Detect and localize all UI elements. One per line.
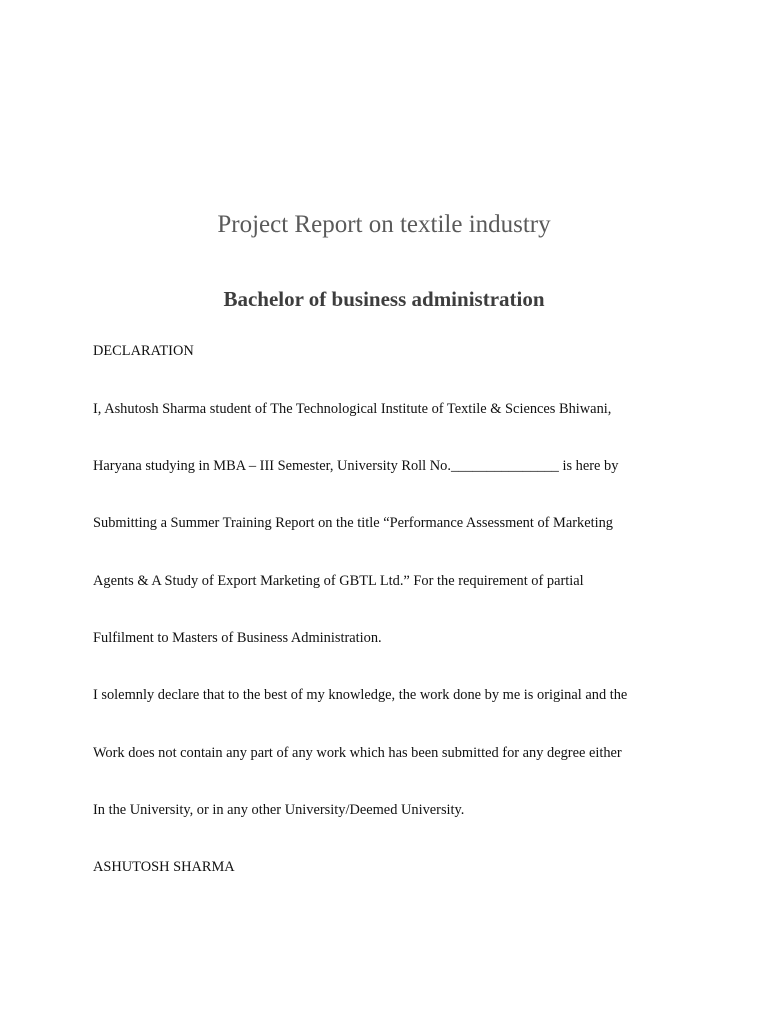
declaration-line: In the University, or in any other University/Deemed University.	[93, 802, 465, 818]
declaration-line: Haryana studying in MBA – III Semester, University Roll No._______________ is here by	[93, 458, 619, 474]
document-title: Project Report on textile industry	[217, 211, 551, 238]
declaration-line: I solemnly declare that to the best of my knowledge, the work done by me is original and the	[93, 687, 628, 703]
declaration-line: Fulfilment to Masters of Business Administration.	[93, 630, 382, 646]
declaration-line: Submitting a Summer Training Report on the title “Performance Assessment of Marketing	[93, 515, 613, 531]
declaration-line: Agents & A Study of Export Marketing of GBTL Ltd.” For the requirement of partial	[93, 573, 584, 589]
signature-name: ASHUTOSH SHARMA	[93, 859, 235, 875]
declaration-line: Work does not contain any part of any work which has been submitted for any degree either	[93, 745, 622, 761]
declaration-line: I, Ashutosh Sharma student of The Technological Institute of Textile & Sciences Bhiwani,	[93, 401, 612, 417]
declaration-heading: DECLARATION	[93, 343, 194, 359]
document-subtitle: Bachelor of business administration	[223, 287, 545, 311]
